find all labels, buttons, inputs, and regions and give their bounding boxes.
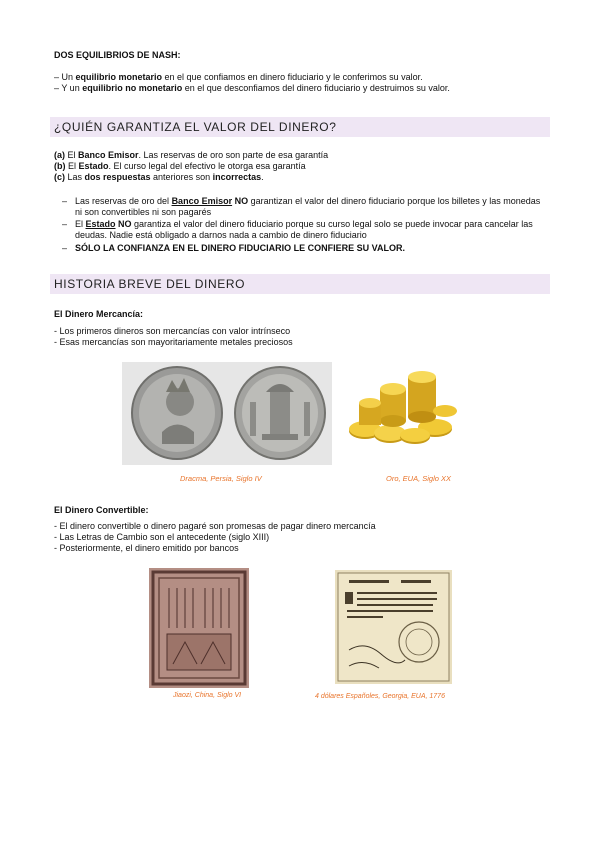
bullet-text-3: SÓLO LA CONFIANZA EN EL DINERO FIDUCIARIO LE CONFIERE SU VALOR. (75, 243, 406, 253)
caption-oro: Oro, EUA, Siglo XX (386, 474, 452, 483)
bullet-text-2: El Estado NO garantiza el valor del dinero fiduciario porque su curso legal solo se puede invocar para cancelar las deudas. Nadie está obligado a darnos nada a cambio de dinero fiduciario (75, 219, 533, 240)
option-c: (c) Las dos respuestas anteriores son incorrectas. (54, 172, 264, 182)
caption-dolares: 4 dólares Españoles, Georgia, EUA, 1776 (315, 693, 445, 700)
bullet-text-1: Las reservas de oro del Banco Emisor NO garantizan el valor del dinero fiduciario porque los billetes y las monedas ni son convertibles ni son pagarés (75, 196, 541, 217)
nash-heading: DOS EQUILIBRIOS DE NASH: (54, 50, 181, 60)
convertible-heading: El Dinero Convertible: (54, 505, 149, 515)
convertible-line-2: - Las Letras de Cambio son el antecedente (siglo XIII) (54, 532, 270, 542)
dracma-coins-image (122, 362, 332, 465)
nash-line-1: – Un equilibrio monetario en el que confiamos en dinero fiduciario y le conferimos su valor. (54, 72, 423, 82)
bullet-dash-2: – (62, 219, 68, 229)
section-title-garantia: ¿QUIÉN GARANTIZA EL VALOR DEL DINERO? (54, 120, 337, 134)
bullet-dash-3: – (62, 243, 68, 253)
option-a: (a) El Banco Emisor. Las reservas de oro son parte de esa garantía (54, 150, 329, 160)
bullet-dash-1: – (62, 196, 68, 206)
gold-coins-image (345, 367, 460, 445)
georgia-note-image (335, 570, 452, 684)
section-title-historia: HISTORIA BREVE DEL DINERO (54, 277, 246, 291)
caption-jiaozi: Jiaozi, China, Siglo VI (173, 692, 242, 699)
nash-line-2: – Y un equilibrio no monetario en el que desconfiamos del dinero fiduciario y destruimos su valor. (54, 83, 450, 93)
mercancia-line-2: - Esas mercancías son mayoritariamente metales preciosos (54, 337, 293, 347)
jiaozi-image (149, 568, 249, 688)
convertible-line-1: - El dinero convertible o dinero pagaré son promesas de pagar dinero mercancía (54, 521, 376, 531)
option-b: (b) El Estado. El curso legal del efectivo le otorga esa garantía (54, 161, 306, 171)
mercancia-line-1: - Los primeros dineros son mercancías con valor intrínseco (54, 326, 291, 336)
convertible-line-3: - Posteriormente, el dinero emitido por bancos (54, 543, 239, 553)
mercancia-heading: El Dinero Mercancía: (54, 309, 144, 319)
caption-dracma: Dracma, Persia, Siglo IV (180, 474, 262, 483)
